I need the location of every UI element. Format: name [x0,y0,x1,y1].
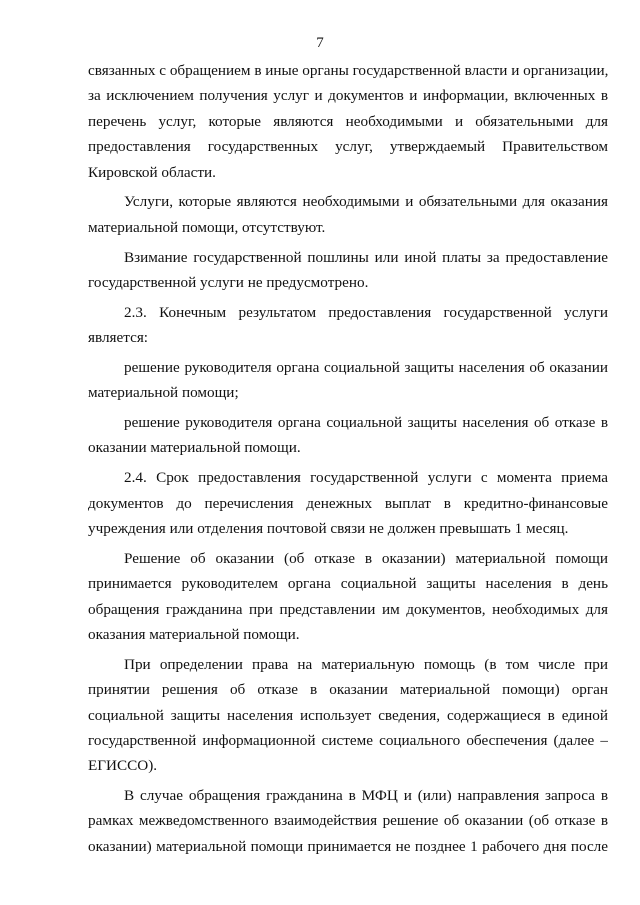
paragraph [88,58,608,185]
text-line: оказании) материальной помощи принимается не позднее 1 рабочего дня после [88,837,608,855]
text-line: обращения гражданина при представлении им документов, необходимых для [88,600,608,618]
text-line: Решение об оказании (об отказе в оказании) материальной помощи [124,549,608,567]
paragraph [88,245,608,296]
text-line: Кировской области. [88,163,216,181]
paragraph [88,355,608,406]
text-line: оказания материальной помощи. [88,625,300,643]
text-line: Взимание государственной пошлины или иной платы за предоставление [124,248,608,266]
text-line: принимается руководителем органа социальной защиты населения в день [88,575,608,593]
page-number: 7 [316,35,324,51]
text-line: решение руководителя органа социальной защиты населения об оказании [124,358,608,376]
text-line: материальной помощи; [88,384,239,402]
text-line: государственной услуги не предусмотрено. [88,273,369,291]
text-line: решение руководителя органа социальной защиты населения об отказе в [124,414,608,432]
text-line: При определении права на материальную помощь (в том числе при [124,655,608,673]
text-line: ЕГИССО). [88,757,158,775]
text-line: учреждения или отделения почтовой связи не должен превышать 1 месяц. [88,519,569,537]
paragraph [88,783,608,859]
text-line: оказании материальной помощи. [88,439,301,457]
text-line: принятии решения об отказе в оказании материальной помощи) орган [88,681,608,699]
text-line: за исключением получения услуг и документов и информации, включенных в [88,87,608,105]
text-line: рамках межведомственного взаимодействия решение об оказании (об отказе в [88,812,608,830]
text-line: В случае обращения гражданина в МФЦ и (или) направления запроса в [124,787,608,805]
text-line: документов до перечисления денежных выплат в кредитно-финансовые [88,494,608,512]
text-line: является: [88,329,149,347]
paragraph [88,189,608,240]
paragraph [88,410,608,461]
text-line: связанных с обращением в иные органы государственной власти и организации, [88,62,608,79]
document-body [88,58,608,859]
text-line: 2.3. Конечным результатом предоставления государственной услуги [124,303,608,321]
text-line: предоставления государственных услуг, утверждаемый Правительством [88,138,608,156]
text-line: социальной защиты населения использует сведения, содержащиеся в единой [88,706,608,724]
text-line: перечень услуг, которые являются необходимыми и обязательными для [88,112,608,130]
text-line: материальной помощи, отсутствуют. [88,218,326,236]
paragraph [88,465,608,541]
text-line: Услуги, которые являются необходимыми и обязательными для оказания [124,193,608,211]
text-line: государственной информационной системе социального обеспечения (далее – [88,731,608,749]
text-line: 2.4. Срок предоставления государственной услуги с момента приема [124,469,608,487]
paragraph [88,546,608,648]
paragraph [88,300,608,351]
paragraph [88,652,608,779]
